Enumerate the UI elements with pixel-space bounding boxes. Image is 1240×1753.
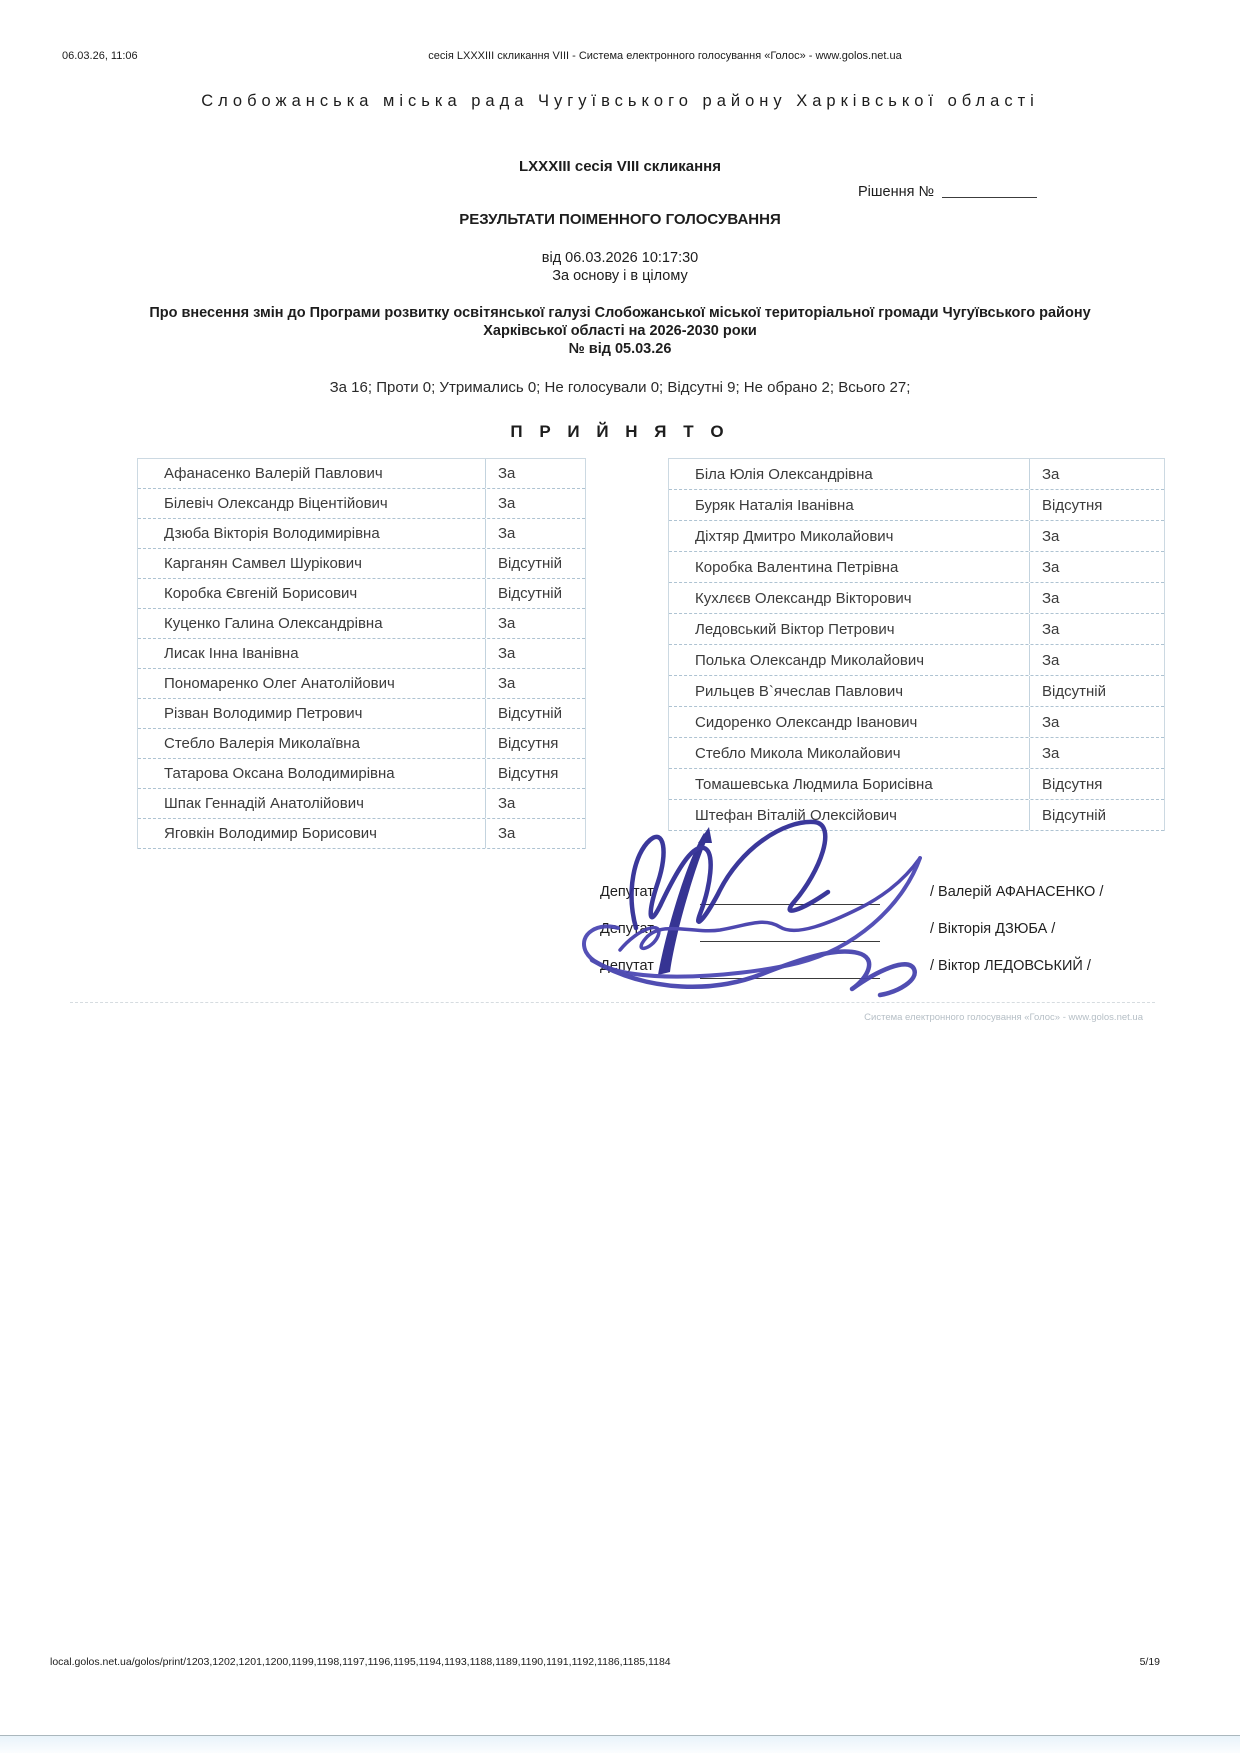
deputy-vote: За: [485, 459, 585, 488]
deputy-name: Стебло Микола Миколайович: [695, 744, 901, 762]
table-row: [138, 639, 585, 669]
deputy-vote: За: [1029, 614, 1164, 644]
deputy-vote: За: [485, 789, 585, 818]
deputy-name: Яговкін Володимир Борисович: [164, 825, 377, 842]
signature-role-label: Депутат: [600, 958, 654, 974]
vote-basis: За основу і в цілому: [552, 268, 688, 284]
deputy-vote: Відсутній: [1029, 676, 1164, 706]
table-row: [669, 490, 1164, 521]
watermark-divider: [70, 1002, 1155, 1003]
deputy-name: Ледовський Віктор Петрович: [695, 620, 895, 638]
deputy-name: Стебло Валерія Миколаївна: [164, 735, 360, 752]
scan-artifact-bottom: [0, 1735, 1240, 1753]
deputy-name: Діхтяр Дмитро Миколайович: [695, 527, 894, 545]
table-row: [138, 819, 585, 849]
footer-page-number: 5/19: [1139, 1656, 1160, 1668]
signatory-name: / Віктор ЛЕДОВСЬКИЙ /: [930, 958, 1091, 974]
table-row: [669, 738, 1164, 769]
signature-role-label: Депутат: [600, 921, 654, 937]
deputy-vote: Відсутній: [485, 549, 585, 578]
deputy-vote: За: [1029, 738, 1164, 768]
deputy-name: Шпак Геннадій Анатолійович: [164, 795, 364, 812]
deputy-name: Коробка Валентина Петрівна: [695, 558, 899, 576]
deputy-vote: Відсутній: [485, 579, 585, 608]
subject-text: Про внесення змін до Програми розвитку освітянської галузі Слобожанської міської територіальної громади Чугуївського району Харківської області на 2026-2030 роки: [149, 305, 1091, 339]
table-row: [138, 519, 585, 549]
vote-table-left: [137, 458, 586, 849]
table-row: [669, 614, 1164, 645]
table-row: [669, 769, 1164, 800]
deputy-name: Татарова Оксана Володимирівна: [164, 765, 395, 782]
vote-table-right: [668, 458, 1165, 831]
table-row: [669, 676, 1164, 707]
signature-row: [0, 880, 1240, 917]
deputy-name: Буряк Наталія Іванівна: [695, 496, 854, 514]
deputy-name: Полька Олександр Миколайович: [695, 651, 925, 669]
deputy-name: Рильцев В`ячеслав Павлович: [695, 682, 904, 700]
deputy-name: Карганян Самвел Шурікович: [164, 555, 362, 572]
deputy-vote: За: [485, 819, 585, 848]
vote-summary: За 16; Проти 0; Утримались 0; Не голосували 0; Відсутні 9; Не обрано 2; Всього 27;: [329, 379, 911, 396]
council-title: Слобожанська міська рада Чугуївського району Харківської області: [201, 92, 1039, 110]
results-title: РЕЗУЛЬТАТИ ПОІМЕННОГО ГОЛОСУВАННЯ: [459, 211, 781, 228]
deputy-vote: За: [485, 489, 585, 518]
deputy-name: Куценко Галина Олександрівна: [164, 615, 383, 632]
deputy-vote: Відсутній: [1029, 800, 1164, 830]
signature-line: [700, 941, 880, 942]
vote-datetime: від 06.03.2026 10:17:30: [541, 250, 699, 266]
table-row: [138, 579, 585, 609]
table-row: [138, 669, 585, 699]
signature-row: [0, 954, 1240, 991]
deputy-name: Різван Володимир Петрович: [164, 705, 363, 722]
table-row: [138, 759, 585, 789]
table-row: [669, 583, 1164, 614]
table-row: [669, 552, 1164, 583]
signature-block: [0, 880, 1240, 991]
deputy-vote: За: [1029, 552, 1164, 582]
deputy-vote: Відсутня: [485, 759, 585, 788]
table-row: [138, 459, 585, 489]
deputy-name: Дзюба Вікторія Володимирівна: [164, 525, 380, 542]
footer-url: local.golos.net.ua/golos/print/1203,1202,1201,1200,1199,1198,1197,1196,1195,1194,1193,1188,1189,1190,1191,1192,1186,1185,1184: [50, 1656, 671, 1668]
vote-subject: [140, 304, 1100, 358]
print-header-title: сесія LXXXIII скликання VIII - Система електронного голосування «Голос» - www.golos.net.ua: [428, 50, 902, 62]
deputy-vote: За: [1029, 645, 1164, 675]
deputy-vote: За: [485, 519, 585, 548]
deputy-vote: За: [1029, 459, 1164, 489]
deputy-name: Білевіч Олександр Віцентійович: [164, 495, 388, 512]
table-row: [669, 459, 1164, 490]
deputy-vote: Відсутній: [485, 699, 585, 728]
signatory-name: / Валерій АФАНАСЕНКО /: [930, 884, 1104, 900]
table-row: [138, 489, 585, 519]
vote-verdict: П Р И Й Н Я Т О: [510, 422, 730, 441]
table-row: [669, 800, 1164, 831]
deputy-name: Лисак Інна Іванівна: [164, 645, 299, 662]
deputy-name: Сидоренко Олександр Іванович: [695, 713, 918, 731]
decision-number-line: [858, 184, 1037, 200]
decision-label: Рішення №: [858, 184, 935, 200]
watermark-text: Система електронного голосування «Голос» - www.golos.net.ua: [864, 1012, 1143, 1023]
signatory-name: / Вікторія ДЗЮБА /: [930, 921, 1056, 937]
deputy-vote: За: [485, 639, 585, 668]
session-line: LXXXIII сесія VIII скликання: [519, 158, 721, 175]
print-header-datetime: 06.03.26, 11:06: [62, 50, 138, 62]
decision-blank-line: [942, 197, 1037, 198]
deputy-name: Штефан Віталій Олексійович: [695, 806, 897, 824]
deputy-name: Біла Юлія Олександрівна: [695, 465, 873, 483]
table-row: [669, 521, 1164, 552]
signature-row: [0, 917, 1240, 954]
deputy-name: Коробка Євгеній Борисович: [164, 585, 358, 602]
deputy-name: Кухлєєв Олександр Вікторович: [695, 589, 912, 607]
signature-line: [700, 904, 880, 905]
table-row: [138, 549, 585, 579]
deputy-vote: За: [485, 609, 585, 638]
deputy-name: Афанасенко Валерій Павлович: [164, 465, 383, 482]
deputy-vote: Відсутня: [1029, 490, 1164, 520]
deputy-vote: За: [1029, 521, 1164, 551]
deputy-name: Пономаренко Олег Анатолійович: [164, 675, 395, 692]
table-row: [669, 645, 1164, 676]
signature-role-label: Депутат: [600, 884, 654, 900]
signature-line: [700, 978, 880, 979]
table-row: [669, 707, 1164, 738]
deputy-vote: За: [485, 669, 585, 698]
deputy-vote: За: [1029, 583, 1164, 613]
table-row: [138, 609, 585, 639]
deputy-vote: За: [1029, 707, 1164, 737]
deputy-name: Томашевська Людмила Борисівна: [695, 775, 933, 793]
table-row: [138, 699, 585, 729]
deputy-vote: Відсутня: [485, 729, 585, 758]
subject-number: № від 05.03.26: [568, 341, 672, 357]
deputy-vote: Відсутня: [1029, 769, 1164, 799]
table-row: [138, 789, 585, 819]
table-row: [138, 729, 585, 759]
